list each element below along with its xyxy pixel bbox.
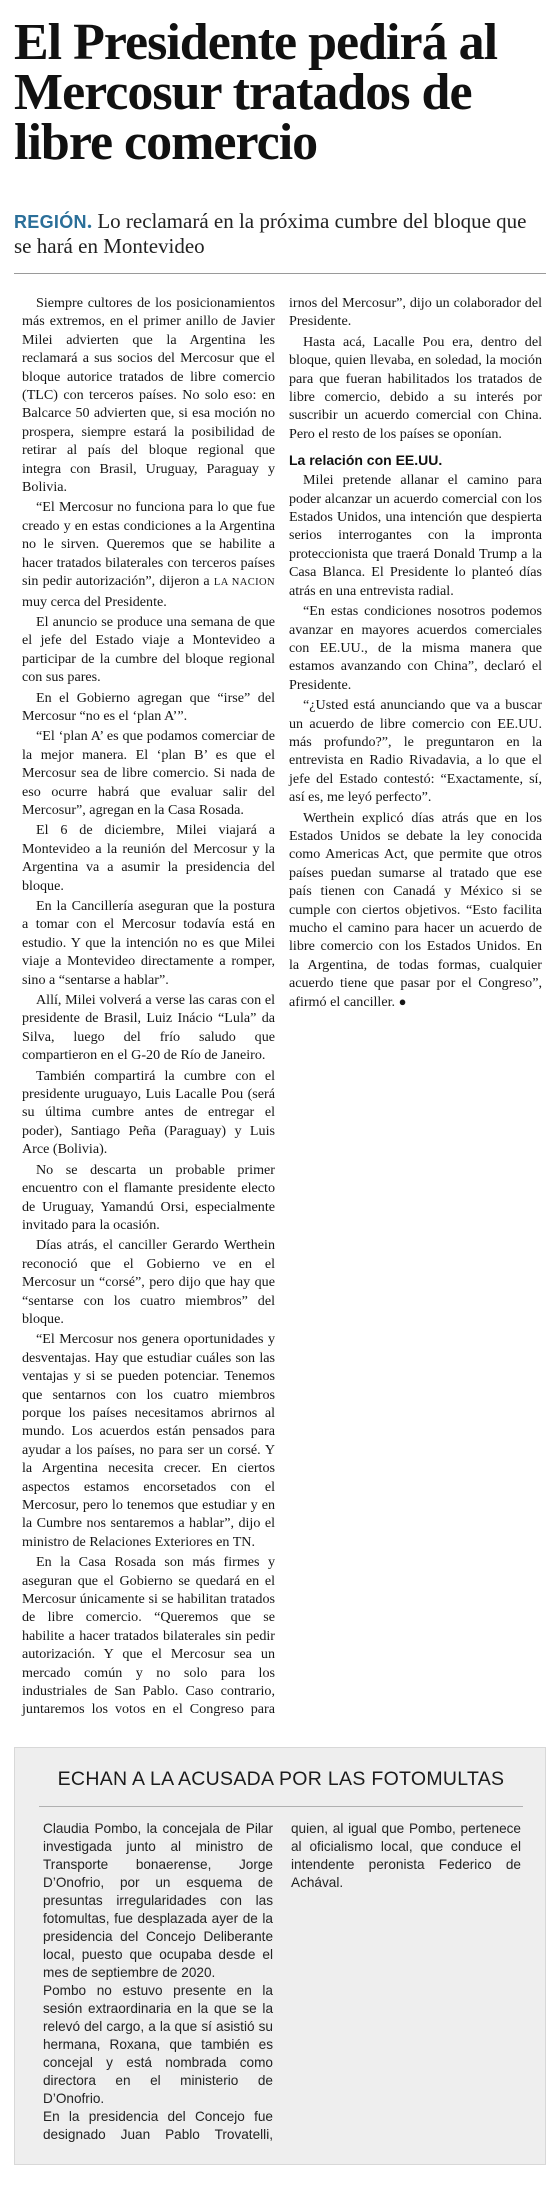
deck-text: Lo reclamará en la próxima cumbre del bloque que se hará en Montevideo: [14, 209, 527, 258]
end-mark-icon: ●: [398, 993, 407, 1009]
article-paragraph: Milei pretende allanar el camino para poder alcanzar un acuerdo comercial con los Estados Unidos, una intención que despierta serios interrogantes con la impronta proteccionista que traerá Donald Trump a la Casa Blanca. El Presidente lo planteó días atrás en una entrevista radial.: [289, 472, 542, 599]
sidebar-body: [43, 1820, 521, 2150]
deck-divider: [14, 273, 546, 274]
article-paragraph: Hasta acá, Lacalle Pou era, dentro del bloque, quien llevaba, en soledad, la moción para que fueran habilitados los tratados de libre comercio, debido a su interés por suscribir un acuerdo comercial con China. Pero el resto de los países se oponían.: [289, 333, 542, 442]
article-paragraph: No se descarta un probable primer encuentro con el flamante presidente electo de Uruguay, Yamandú Orsi, especialmente invitado para la ocasión.: [22, 1161, 275, 1233]
article-paragraph: [289, 809, 542, 1011]
subhead: La relación con EE.UU.: [289, 452, 443, 469]
article-paragraph: “El ‘plan A’ es que podamos comerciar de la mejor manera. El ‘plan B’ es que el Mercosur sea de libre comercio. Si nada de eso ocurre habrá que evaluar salir del Mercosur”, agregan en la Casa Rosada.: [22, 728, 275, 818]
sidebar-box: [14, 1747, 546, 2165]
article-paragraph: “¿Usted está anunciando que va a buscar un acuerdo de libre comercio con EE.UU. más profundo?”, le preguntaron en la entrevista en Radio Rivadavia, a lo que el jefe del Estado contestó: “Exactamente, sí, así es, me leyó perfecto”.: [289, 697, 542, 806]
sidebar-paragraph: Claudia Pombo, la concejala de Pilar investigada junto al ministro de Transporte bonaerense, Jorge D’Onofrio, por un esquema de presuntas irregularidades con las fotomultas, fue desplazada ayer de la presidencia del Concejo Deliberante local, puesto que ocupaba desde el mes de septiembre de 2020.: [43, 1821, 273, 1980]
sidebar-paragraph: En la presidencia del Concejo fue designado Juan Pablo Trovatelli, quien, al igual que Pombo, pertenece al oficialismo local, que conduce el intendente peronista Federico de Achával.: [43, 1821, 521, 2142]
article-paragraph: También compartirá la cumbre con el presidente uruguayo, Luis Lacalle Pou (será su última cumbre antes de entregar el poder), Santiago Peña (Paraguay) y Luis Arce (Bolivia).: [22, 1067, 275, 1158]
deck: [14, 209, 546, 258]
sidebar-title: ECHAN A LA ACUSADA POR LAS FOTOMULTAS: [57, 1768, 505, 1790]
article-paragraph: En la Cancillería aseguran que la postura a tomar con el Mercosur todavía está en estudio. Y que la intención no es que Milei viaje a Montevideo directamente a romper, sino a “sentarse a hablar”.: [22, 898, 275, 988]
article-paragraph: El anuncio se produce una semana de que el jefe del Estado viaje a Montevideo a participar de la cumbre del bloque regional con sus pares.: [22, 613, 275, 686]
paragraph-text: Werthein explicó días atrás que en los Estados Unidos se debate la ley conocida como Americas Act, que permite que otros países puedan sumarse al tratado que ese país tienen con Canadá y México si se cumple con ciertos objetivos. “Esto facilita mucho el camino para hacer un acuerdo de libre comercio con los Estados Unidos. En la Argentina, de todas formas, cualquier acuerdo tiene que pasar por el Congreso”, afirmó el canciller.: [289, 809, 542, 1010]
article-paragraph: Siempre cultores de los posicionamientos más extremos, en el primer anillo de Javier Milei advierten que la Argentina les reclamará a sus socios del Mercosur que el bloque autorice tratados de libre comercio (TLC) con terceros países. No solo eso: en Balcarce 50 advierten que, si esa moción no prospera, siempre estará la posibilidad de retirar al país del bloque regional que integra con Brasil, Uruguay, Paraguay y Bolivia.: [22, 295, 275, 496]
article-body: [22, 294, 542, 1744]
section-label: REGIÓN: [14, 212, 87, 232]
source-name: LA NACION: [213, 577, 275, 589]
section-dot: .: [86, 209, 93, 233]
paragraph-tail: muy cerca del Presidente.: [22, 593, 167, 610]
article-paragraph: En la Casa Rosada son más firmes y aseguran que el Gobierno se quedará en el Mercosur únicamente si se habilitan tratados de libre comercio. “Queremos que se habilite a hacer tratados bilaterales sin pedir autorización. Y que el Mercosur sea un mercado común y no solo para los industriales de San Pablo. Caso contrario, juntaremos los votos en el Congreso para irnos del Mercosur”, dijo un colaborador del Presidente.: [22, 295, 542, 1718]
headline: El Presidente pedirá al Mercosur tratados de libre comercio: [14, 14, 498, 171]
article-paragraph: El 6 de diciembre, Milei viajará a Montevideo a la reunión del Mercosur y la Argentina va a asumir la presidencia del bloque.: [22, 822, 275, 894]
article-paragraph: Días atrás, el canciller Gerardo Werthein reconoció que el Gobierno ve en el Mercosur un “corsé”, pero dijo que hay que “sentarse con los cuatro miembros” del bloque.: [22, 1237, 275, 1327]
article-paragraph: “El Mercosur nos genera oportunidades y desventajas. Hay que estudiar cuáles son las ventajas y si se pueden potenciar. Tenemos que sentarnos con los cuatro miembros porque los países necesitamos abrirnos al mundo. Los acuerdos están pensados para ayudar a los países, no para ser un corsé. Y la Argentina necesita crecer. En ciertos aspectos estamos encorsetados con el Mercosur, pero lo tenemos que estudiar y en la Cumbre nos sentaremos a hablar”, dijo el ministro de Relaciones Exteriores en TN.: [22, 1331, 275, 1550]
article-paragraph: “En estas condiciones nosotros podemos avanzar en mayores acuerdos comerciales con EE.UU., de la misma manera que estamos avanzando con China”, declaró el Presidente.: [289, 603, 542, 693]
article-paragraph: Allí, Milei volverá a verse las caras con el presidente de Brasil, Luiz Inácio “Lula” da Silva, luego del frío saludo que compartieron en el G-20 de Río de Janeiro.: [22, 992, 275, 1064]
article-paragraph: [22, 498, 275, 610]
article-paragraph: En el Gobierno agregan que “irse” del Mercosur “no es el ‘plan A’”.: [22, 689, 275, 724]
sidebar-divider: [39, 1806, 523, 1807]
sidebar-paragraph: Pombo no estuvo presente en la sesión extraordinaria en la que se la relevó del cargo, a la que sí asistió su hermana, Roxana, que también es concejal y está nombrada como directora en el ministerio de D’Onofrio.: [43, 1983, 273, 2106]
paragraph-text: “El Mercosur no funciona para lo que fue creado y en estas condiciones a la Argentina no le sirven. Queremos que se habilite a hacer tratados bilaterales con terceros países sin pedir autorización”, dijeron a: [22, 499, 275, 590]
